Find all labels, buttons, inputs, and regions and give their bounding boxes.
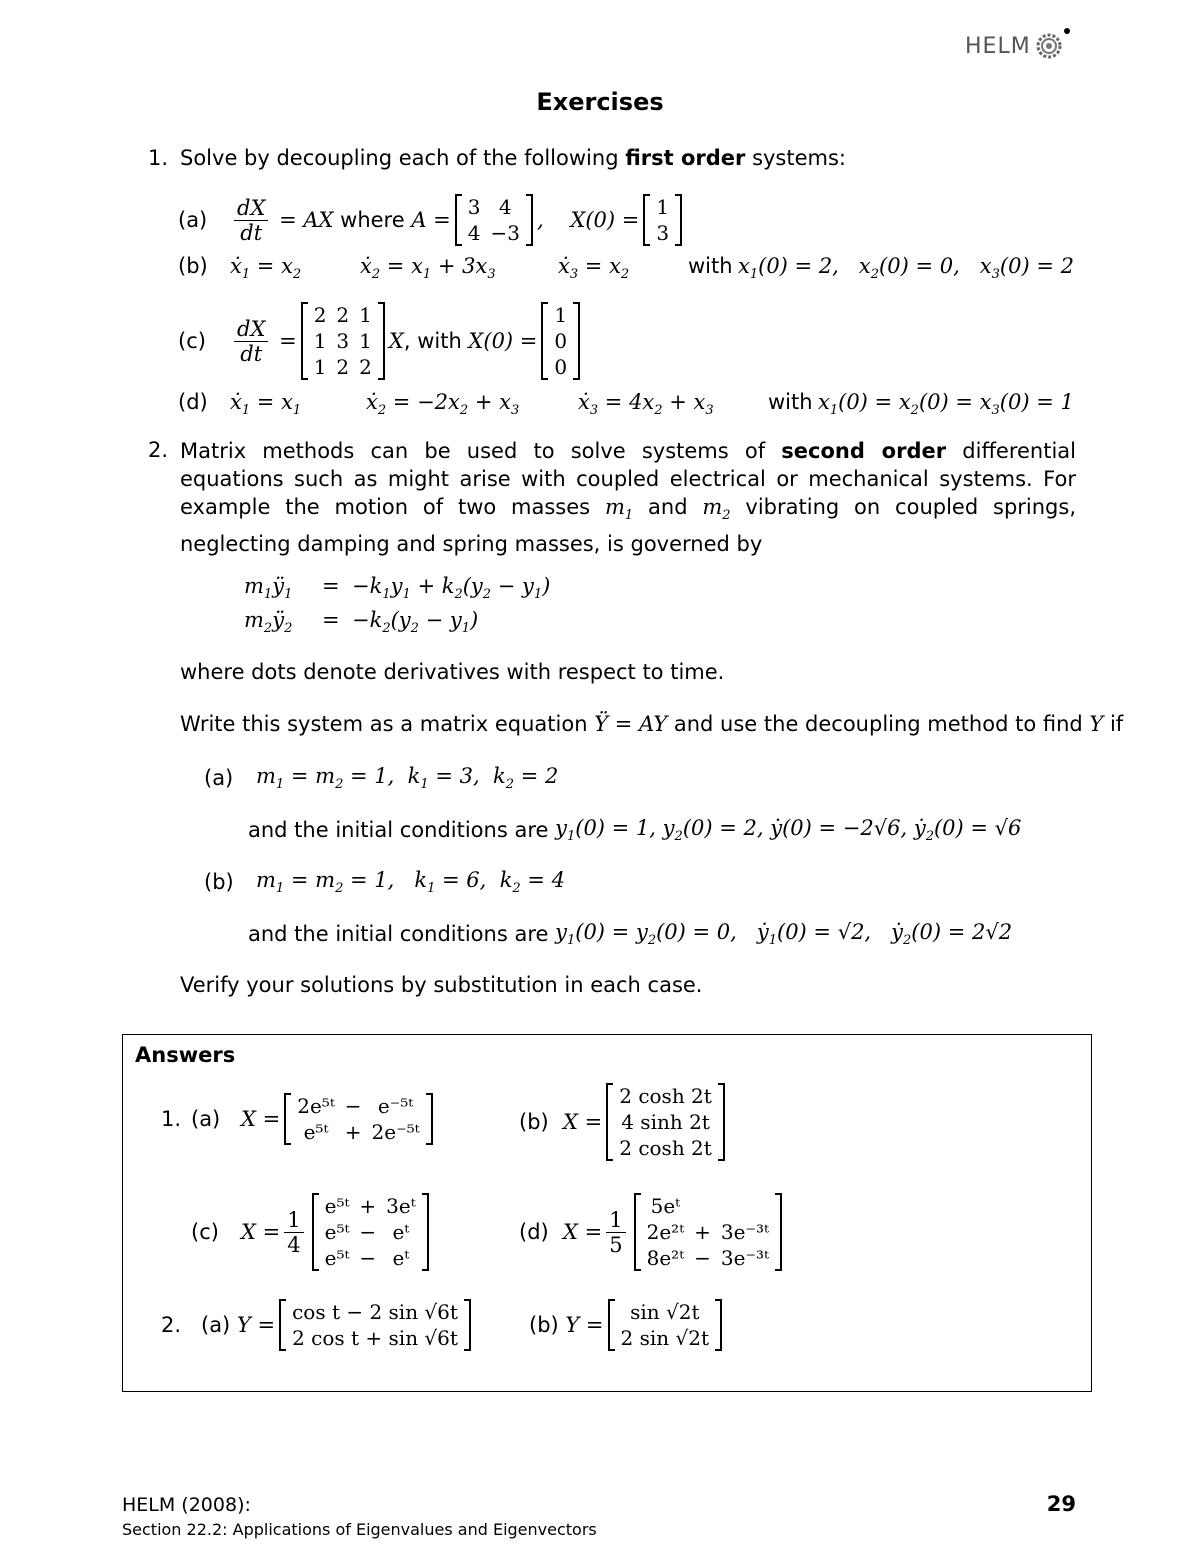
q1b-eq2: ẋ$_2$ = $x_1 + 3x_3$ (360, 254, 496, 283)
page-number: 29 (1046, 1492, 1076, 1516)
helm-logo (965, 28, 1071, 64)
ans-2a-matrix: cos t − 2 sin √6t 2 cos t + sin √6t (279, 1299, 471, 1351)
q1-number: 1. (148, 146, 169, 170)
one-fifth: $\frac{1}{5}$ (606, 1208, 625, 1257)
q2-b-ic: and the initial conditions are $y_1(0) = y_2(0) = 0$, ẏ$_1$(0) = √2, ẏ$_2$(0) = 2√2 (248, 920, 1013, 949)
footer-line2: Section 22.2: Applications of Eigenvalues and Eigenvectors (122, 1520, 597, 1539)
q2-paragraph: Matrix methods can be used to solve systems of second order differential equations such as might arise with coupled electrical or mechanical systems. For example the motion of two masses $m_1$ and $m_2$ vibrating on coupled springs, neglecting damping and spring masses, is governed by (180, 439, 1077, 557)
ans-2b: (b) Y = sin √2t 2 sin √2t (529, 1299, 726, 1351)
q1-a (178, 194, 686, 246)
q2-b: (b) $m_1 = m_2 = 1$, $k_1 = 6$, $k_2 = 4$ (204, 868, 566, 897)
vector-X0-1a: 1 3 (643, 194, 682, 246)
q1a-label: (a) (178, 208, 208, 232)
dxdt-fraction-c: $\frac{dX}{dt}$ (234, 317, 268, 366)
q1b-label: (b) (178, 254, 208, 278)
logo-text: HELM (965, 33, 1031, 59)
q2-a: (a) $m_1 = m_2 = 1$, $k_1 = 3$, $k_2 = 2$ (204, 764, 559, 793)
ans-1d: (d) X = $\frac{1}{5}$ 5eᵗ 2e²ᵗ + 3e⁻³ᵗ 8e²ᵗ − 3e⁻³ᵗ (519, 1193, 786, 1271)
q1a-where: where (340, 208, 405, 232)
dxdt-fraction: $\frac{dX}{dt}$ (234, 196, 268, 245)
ans-1b: (b) X = 2 cosh 2t 4 sinh 2t 2 cosh 2t (519, 1083, 729, 1161)
q1d-label: (d) (178, 390, 208, 414)
q1b-with: with (688, 254, 733, 278)
q1c-eq: = (272, 329, 297, 353)
answers-heading: Answers (135, 1043, 236, 1067)
vector-X0-1c: 1 0 0 (541, 302, 580, 380)
ans-1a: 1. (a) X = 2e⁵ᵗ − e⁻⁵ᵗ e⁵ᵗ + 2e⁻⁵ᵗ (161, 1093, 437, 1145)
q1-text-bold: first order (625, 146, 746, 170)
q1a-eq: = AX (272, 208, 341, 232)
q2-where: where dots denote derivatives with respect to time. (180, 660, 725, 684)
q1d-eq2: ẋ$_2$ = $-2x_2 + x_3$ (366, 390, 520, 419)
q2-verify: Verify your solutions by substitution in each case. (180, 973, 703, 997)
q2-eq1: $m_1ÿ_1 = -k_1y_1 + k_2(y_2 - y_1)$ (244, 574, 551, 603)
q1-text-a: Solve by decoupling each of the following (180, 146, 626, 170)
q2-eq2: $m_2ÿ_2 = -k_2(y_2 - y_1)$ (244, 608, 479, 637)
q1d-ic: $x_1(0) = x_2(0) = x_3(0) = 1$ (818, 390, 1074, 419)
footer-line1: HELM (2008): (122, 1494, 251, 1516)
q1b-eq3: ẋ$_3$ = $x_2$ (558, 254, 630, 283)
ans-2a: 2. (a) Y = cos t − 2 sin √6t 2 cos t + sin √6t (161, 1299, 475, 1351)
q1b-ic: $x_1(0) = 2$, $x_2(0) = 0$, $x_3(0) = 2$ (738, 254, 1074, 283)
q1-d (178, 390, 1078, 418)
gear-icon (1031, 28, 1071, 64)
ans-1b-matrix: 2 cosh 2t 4 sinh 2t 2 cosh 2t (606, 1083, 725, 1161)
matrix-A-1a: 3 4 4 −3 (455, 194, 533, 246)
q1-intro (148, 146, 846, 170)
q1b-eq1: ẋ$_1$ = $x_2$ (230, 254, 302, 283)
q2-number: 2. (148, 438, 169, 462)
q1d-eq1: ẋ$_1$ = $x_1$ (230, 390, 302, 419)
one-quarter: $\frac{1}{4}$ (284, 1208, 303, 1257)
q1-c (178, 302, 584, 380)
ans-1c-matrix: e⁵ᵗ + 3eᵗ e⁵ᵗ − eᵗ e⁵ᵗ − eᵗ (312, 1193, 429, 1271)
ans-1c: (c) X = $\frac{1}{4}$ e⁵ᵗ + 3eᵗ e⁵ᵗ − eᵗ e⁵ᵗ − eᵗ (191, 1193, 433, 1271)
q1d-eq3: ẋ$_3$ = $4x_2 + x_3$ (578, 390, 714, 419)
q1d-with: with (768, 390, 813, 414)
q1c-X0: X(0) = (461, 329, 538, 353)
q1a-X0: , X(0) = (537, 208, 640, 232)
q2-a-ic: and the initial conditions are $y_1(0) = 1$, $y_2(0) = 2$, ẏ(0) = −2√6, ẏ$_2$(0) = √6 (248, 816, 1022, 845)
page-title: Exercises (536, 88, 664, 116)
ans-1a-matrix: 2e⁵ᵗ − e⁻⁵ᵗ e⁵ᵗ + 2e⁻⁵ᵗ (284, 1093, 432, 1145)
q1-b (178, 254, 1078, 282)
q1c-with: , with (403, 329, 462, 353)
q1c-X: X (388, 329, 404, 353)
q2-write: Write this system as a matrix equation Ÿ = AY and use the decoupling method to find Y if (180, 712, 1124, 736)
ans-1d-matrix: 5eᵗ 2e²ᵗ + 3e⁻³ᵗ 8e²ᵗ − 3e⁻³ᵗ (634, 1193, 782, 1271)
q1a-A-eq: A = (404, 208, 451, 232)
q1-text-b: systems: (745, 146, 847, 170)
answers-box (122, 1034, 1092, 1392)
q2-equations (244, 574, 550, 642)
ans-2b-matrix: sin √2t 2 sin √2t (608, 1299, 723, 1351)
matrix-A-1c: 2 2 1 1 3 1 1 2 2 (301, 302, 385, 380)
q1c-label: (c) (178, 329, 206, 353)
